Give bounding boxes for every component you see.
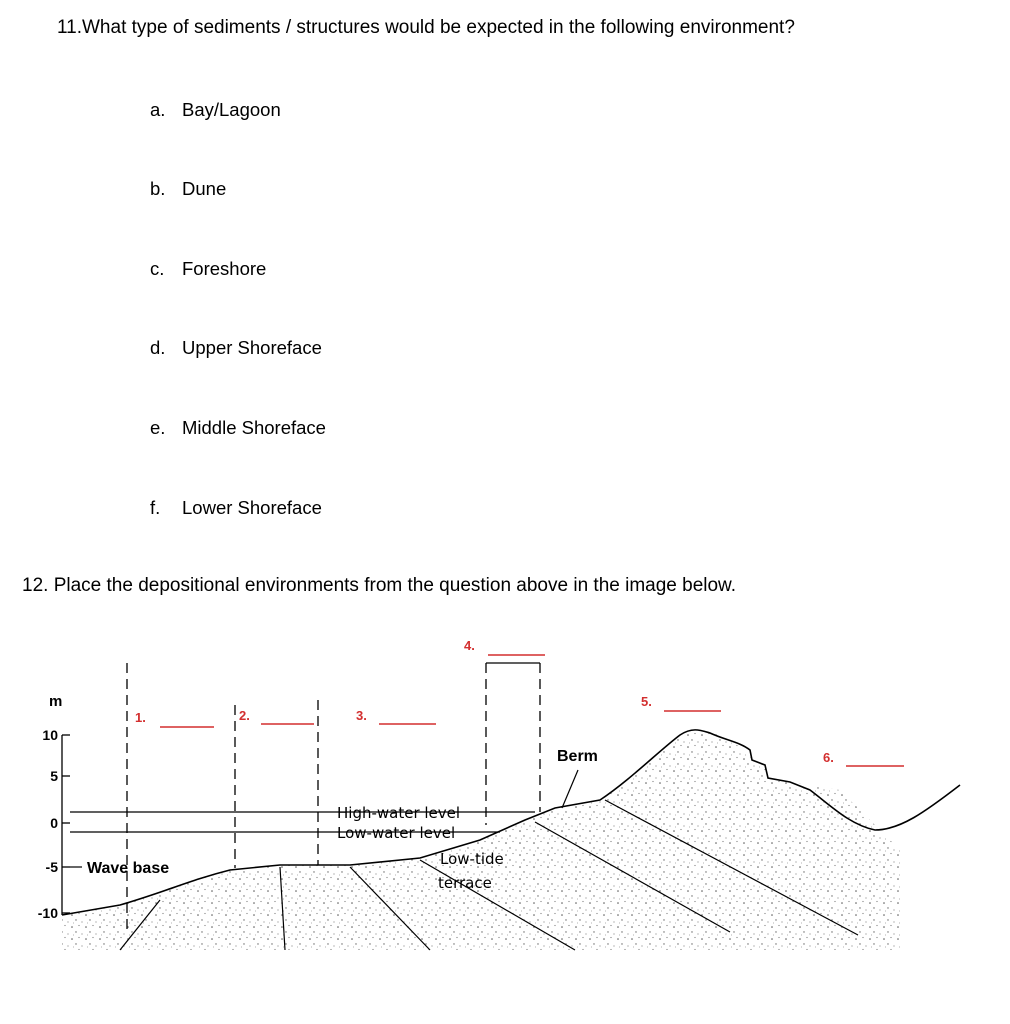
wave-base-label: Wave base bbox=[87, 860, 170, 877]
option-letter: a. bbox=[150, 99, 166, 120]
axis-tick-label: 10 bbox=[42, 727, 58, 743]
option-text: Upper Shoreface bbox=[182, 337, 322, 358]
blank-number: 4. bbox=[464, 638, 475, 653]
axis-tick-label: -5 bbox=[45, 859, 58, 875]
low-water-label: Low-water level bbox=[337, 824, 456, 842]
option-text: Dune bbox=[182, 178, 227, 199]
answer-blank-6 bbox=[823, 750, 904, 766]
blank-number: 6. bbox=[823, 750, 834, 765]
option-text: Foreshore bbox=[182, 258, 267, 279]
option-text: Lower Shoreface bbox=[182, 497, 322, 518]
berm-label: Berm bbox=[557, 748, 598, 765]
blank-number: 5. bbox=[641, 694, 652, 709]
axis-tick-label: -10 bbox=[37, 905, 58, 921]
axis-tick-label: 0 bbox=[50, 815, 58, 831]
option-letter: b. bbox=[150, 178, 166, 199]
answer-blank-4 bbox=[464, 638, 545, 655]
answer-blank-2 bbox=[239, 708, 314, 724]
answer-blank-1 bbox=[135, 710, 214, 727]
depth-axis bbox=[62, 735, 70, 915]
option-text: Middle Shoreface bbox=[182, 417, 326, 438]
low-tide-terrace-label: terrace bbox=[438, 874, 492, 892]
high-water-label: High-water level bbox=[337, 804, 461, 822]
blank-number: 1. bbox=[135, 710, 146, 725]
question-11-title: 11.What type of sediments / structures would be expected in the following environment? bbox=[57, 17, 795, 38]
berm-leader-line bbox=[562, 770, 578, 808]
option-letter: f. bbox=[150, 497, 161, 518]
blank-number: 2. bbox=[239, 708, 250, 723]
answer-blank-5 bbox=[641, 694, 721, 711]
axis-tick-label: 5 bbox=[50, 768, 58, 784]
axis-unit: m bbox=[49, 693, 63, 710]
option-letter: e. bbox=[150, 417, 166, 438]
blank-number: 3. bbox=[356, 708, 367, 723]
option-letter: c. bbox=[150, 258, 165, 279]
option-text: Bay/Lagoon bbox=[182, 99, 281, 120]
low-tide-terrace-label: Low-tide bbox=[440, 850, 504, 868]
question-12-title: 12. Place the depositional environments from the question above in the image below. bbox=[22, 575, 737, 596]
answer-blank-3 bbox=[356, 708, 436, 724]
option-letter: d. bbox=[150, 337, 166, 358]
